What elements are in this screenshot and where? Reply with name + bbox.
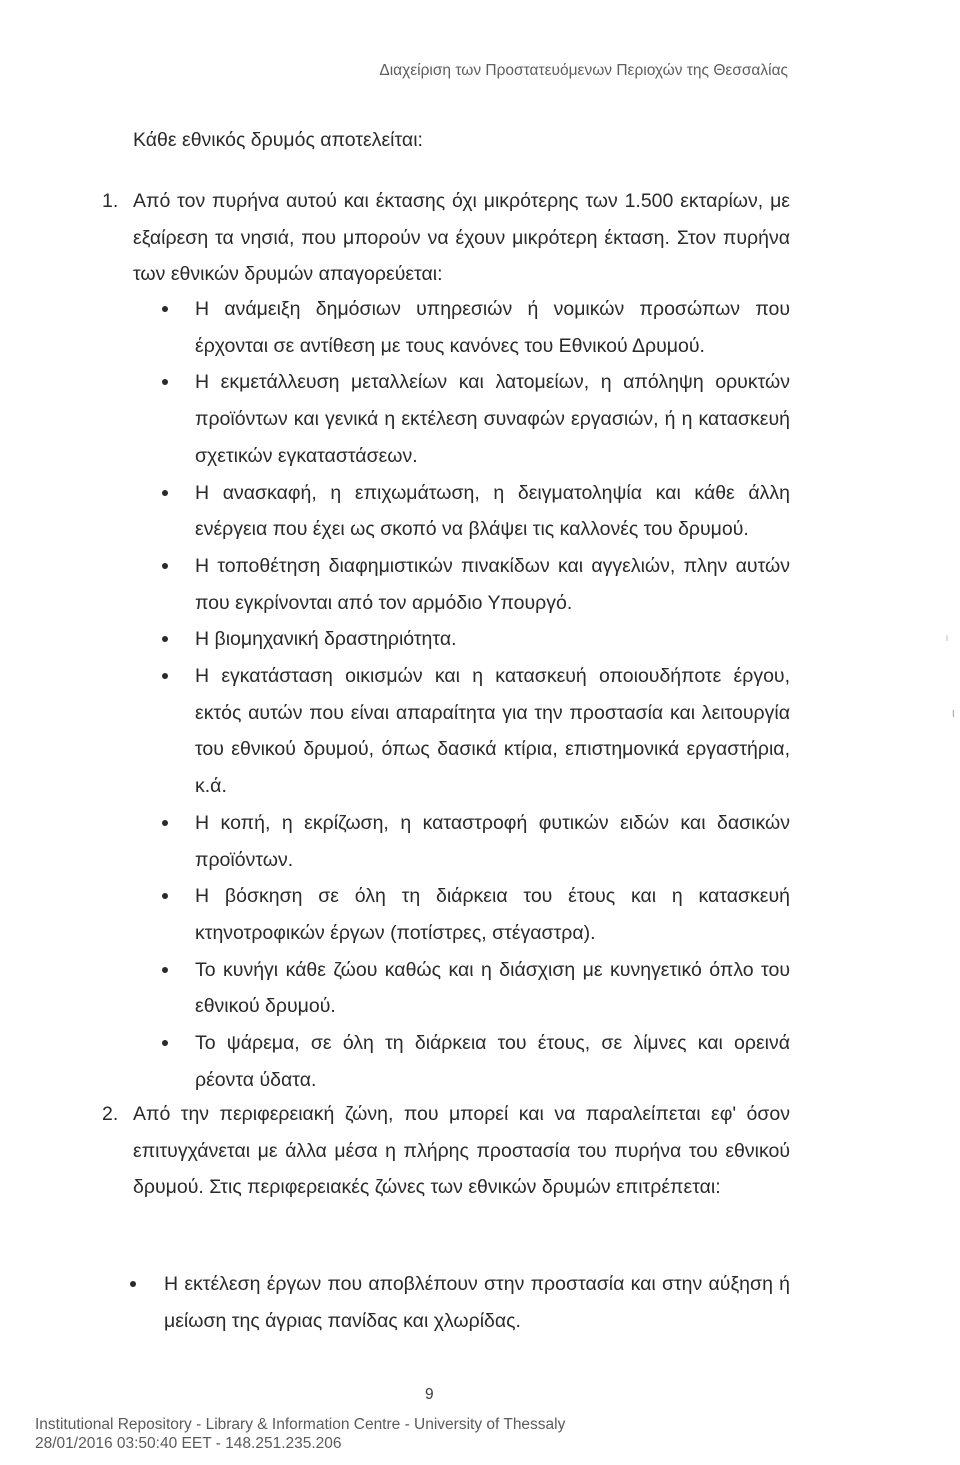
bullet-icon [162,673,168,679]
item-number: 2. [102,1103,119,1125]
bullet-icon [162,563,168,569]
running-header: Διαχείριση των Προστατευόμενων Περιοχών της Θεσσαλίας [379,62,788,79]
intro-paragraph: Κάθε εθνικός δρυμός αποτελείται: [133,129,423,151]
list-item: Η ανάμειξη δημόσιων υπηρεσιών ή νομικών προσώπων που έρχονται σε αντίθεση με τους κανόνες του Εθνικού Δρυμού. [195,291,790,364]
bullet-icon [130,1281,136,1287]
bullet-icon [162,1040,168,1046]
item-text: Από την περιφερειακή ζώνη, που μπορεί και να παραλείπεται εφ' όσον επιτυγχάνεται με άλλα μέσα η πλήρης προστασία του πυρήνα του εθνικού δρυμού. Στις περιφερειακές ζώνες των εθνικών δρυμών επιτρέπεται: [133,1103,790,1199]
list-item: Η τοποθέτηση διαφημιστικών πινακίδων και αγγελιών, πλην αυτών που εγκρίνονται από τον αρμόδιο Υπουργό. [195,548,790,621]
list-item: Η εκμετάλλευση μεταλλείων και λατομείων, η απόληψη ορυκτών προϊόντων και γενικά η εκτέλεση συναφών εργασιών, ή η κατασκευή σχετικών εγκαταστάσεων. [195,364,790,474]
prohibitions-list [195,291,790,1098]
scan-mark: ι [952,705,955,720]
bullet-icon [162,967,168,973]
list-item: Η βιομηχανική δραστηριότητα. [195,621,790,658]
item-number: 1. [102,190,119,212]
bullet-icon [162,636,168,642]
list-item: Η ανασκαφή, η επιχωμάτωση, η δειγματοληψία και κάθε άλλη ενέργεια που έχει ως σκοπό να βλάψει τις καλλονές του δρυμού. [195,475,790,548]
bullet-icon [162,820,168,826]
list-item: Η κοπή, η εκρίζωση, η καταστροφή φυτικών ειδών και δασικών προϊόντων. [195,805,790,878]
page-number: 9 [425,1386,434,1403]
bullet-icon [162,490,168,496]
bullet-icon [162,306,168,312]
permissions-list [164,1266,790,1339]
list-item: Η εκτέλεση έργων που αποβλέπουν στην προστασία και στην αύξηση ή μείωση της άγριας πανίδας και χλωρίδας. [164,1266,790,1339]
list-item: Η εγκατάσταση οικισμών και η κατασκευή οποιουδήποτε έργου, εκτός αυτών που είναι απαραίτητα για την προστασία και λειτουργία του εθνικού δρυμού, όπως δασικά κτίρια, επιστημονικά εργαστήρια, κ.ά. [195,658,790,805]
footer-line-1: Institutional Repository - Library & Information Centre - University of Thessaly [35,1416,566,1433]
list-item: Η βόσκηση σε όλη τη διάρκεια του έτους και η κατασκευή κτηνοτροφικών έργων (ποτίστρες, στέγαστρα). [195,878,790,951]
list-item: Το κυνήγι κάθε ζώου καθώς και η διάσχιση με κυνηγετικό όπλο του εθνικού δρυμού. [195,952,790,1025]
item-text: Από τον πυρήνα αυτού και έκτασης όχι μικρότερης των 1.500 εκταρίων, με εξαίρεση τα νησιά, που μπορούν να έχουν μικρότερη έκταση. Στον πυρήνα των εθνικών δρυμών απαγορεύεται: [133,190,790,286]
footer-line-2: 28/01/2016 03:50:40 EET - 148.251.235.206 [35,1435,342,1452]
scan-mark: ᵢ [946,628,949,643]
list-item: Το ψάρεμα, σε όλη τη διάρκεια του έτους, σε λίμνες και ορεινά ρέοντα ύδατα. [195,1025,790,1098]
repository-footer [35,1415,565,1453]
bullet-icon [162,379,168,385]
bullet-icon [162,893,168,899]
